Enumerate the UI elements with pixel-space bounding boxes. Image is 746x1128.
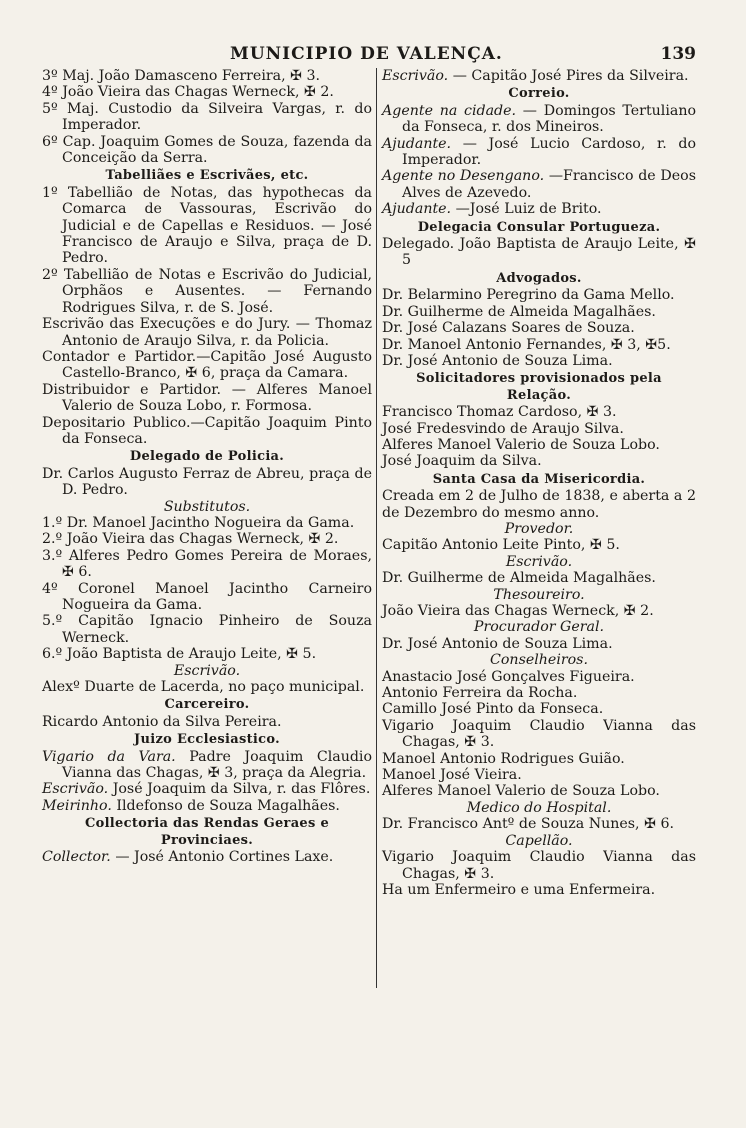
role-holder: José Joaquim da Silva, r. das Flôres. <box>112 781 371 798</box>
list-item <box>42 781 372 797</box>
role-holder: — José Antonio Cortines Laxe. <box>115 849 334 866</box>
list-item: Dr. José Antonio de Souza Lima. <box>382 635 613 652</box>
santa-casa-intro: Creada em 2 de Julho de 1838, e aberta a 2 de Dezembro do mesmo anno. <box>382 488 696 521</box>
list-item: Antonio Ferreira da Rocha. <box>382 685 578 702</box>
list-item: 1º Tabellião de Notas, das hypothecas da Comarca de Vassouras, Escrivão do Judicial e de Capellas e Residuos. — José Francisco de Araujo e Silva, praça de D. Pedro. <box>42 184 372 267</box>
role-label: Ajudante. <box>382 135 452 152</box>
section-heading: Solicitadores provisionados pela Relação. <box>416 371 662 403</box>
role-label: Collector. <box>42 849 111 866</box>
list-item: José Joaquim da Silva. <box>382 453 542 470</box>
list-item: Delegado. João Baptista de Araujo Leite, ✠ 5 <box>382 236 696 269</box>
list-item: 6.º João Baptista de Araujo Leite, ✠ 5. <box>42 646 317 663</box>
role-label: Agente no Desengano. <box>382 168 545 185</box>
subsection-heading: Medico do Hospital. <box>466 799 612 816</box>
list-item: Manoel Antonio Rodrigues Guião. <box>382 750 625 767</box>
page-number: 139 <box>660 44 696 64</box>
role-label: Escrivão. <box>382 68 449 84</box>
list-item: Depositario Publico.—Capitão Joaquim Pinto da Fonseca. <box>42 414 372 447</box>
role-label: Ajudante. <box>382 201 452 218</box>
subsection-heading: Escrivão. <box>173 662 241 679</box>
subsection-heading: Thesoureiro. <box>493 586 585 603</box>
role-holder: Padre Joaquim Claudio Vianna das Chagas, ✠ 3, praça da Alegria. <box>62 748 372 782</box>
subsection-heading: Conselheiros. <box>490 652 588 669</box>
list-item: José Fredesvindo de Araujo Silva. <box>382 420 624 437</box>
list-item: Dr. Belarmino Peregrino da Gama Mello. <box>382 287 675 304</box>
list-item: Dr. José Antonio de Souza Lima. <box>382 352 613 369</box>
list-item <box>382 168 696 201</box>
section-heading: Correio. <box>508 86 570 102</box>
list-item: Contador e Partidor.—Capitão José Augusto Castello-Branco, ✠ 6, praça da Camara. <box>42 348 372 382</box>
role-holder: — José Lucio Cardoso, r. do Imperador. <box>402 135 696 169</box>
list-item: Vigario Joaquim Claudio Vianna das Chagas, ✠ 3. <box>382 849 696 882</box>
section-heading: Collectoria das Rendas Geraes e Provinciaes. <box>84 816 330 848</box>
page-title: MUNICIPIO DE VALENÇA. <box>230 44 503 64</box>
section-heading: Santa Casa da Misericordia. <box>432 471 646 487</box>
list-item: 5.º Capitão Ignacio Pinheiro de Souza Werneck. <box>42 613 372 646</box>
list-item: Dr. Manoel Antonio Fernandes, ✠ 3, ✠5. <box>382 336 671 353</box>
list-item: Alexº Duarte de Lacerda, no paço municipal. <box>42 679 365 696</box>
role-holder: — Capitão José Pires da Silveira. <box>452 68 689 84</box>
list-item: 2.º João Vieira das Chagas Werneck, ✠ 2. <box>42 531 339 548</box>
list-item: Ricardo Antonio da Silva Pereira. <box>42 713 282 730</box>
role-label: Vigario da Vara. <box>42 748 176 765</box>
list-item: Alferes Manoel Valerio de Souza Lobo. <box>382 783 660 800</box>
list-item <box>382 136 696 169</box>
list-item: Dr. José Calazans Soares de Souza. <box>382 320 635 337</box>
list-item: Dr. Guilherme de Almeida Magalhães. <box>382 570 656 587</box>
list-item <box>42 849 372 865</box>
list-item <box>42 749 372 782</box>
list-item: 4º João Vieira das Chagas Werneck, ✠ 2. <box>42 84 334 101</box>
list-item: 5º Maj. Custodio da Silveira Vargas, r. do Imperador. <box>42 100 372 134</box>
subsection-heading: Substitutos. <box>163 498 251 515</box>
list-item: Vigario Joaquim Claudio Vianna das Chagas, ✠ 3. <box>382 717 696 751</box>
list-item <box>382 68 696 84</box>
section-heading: Delegado de Policia. <box>129 449 285 465</box>
role-holder: — Domingos Tertuliano da Fonseca, r. dos Mineiros. <box>402 102 696 136</box>
subsection-heading: Procurador Geral. <box>473 619 605 636</box>
section-heading: Juizo Ecclesiastico. <box>134 732 280 748</box>
closing-note: Ha um Enfermeiro e uma Enfermeira. <box>382 881 656 898</box>
role-label: Agente na cidade. <box>382 102 517 119</box>
list-item <box>382 103 696 136</box>
list-item: Alferes Manoel Valerio de Souza Lobo. <box>382 436 660 453</box>
section-heading: Delegacia Consular Portugueza. <box>417 219 661 235</box>
role-label: Meirinho. <box>42 797 112 814</box>
list-item: 1.º Dr. Manoel Jacintho Nogueira da Gama. <box>42 514 355 531</box>
list-item: Anastacio José Gonçalves Figueira. <box>382 668 635 685</box>
list-item <box>42 798 372 814</box>
list-item: 4º Coronel Manoel Jacintho Carneiro Nogueira da Gama. <box>42 580 372 613</box>
list-item: Escrivão das Execuções e do Jury. — Thomaz Antonio de Araujo Silva, r. da Policia. <box>42 316 372 349</box>
list-item: Distribuidor e Partidor. — Alferes Manoel Valerio de Souza Lobo, r. Formosa. <box>42 381 372 415</box>
list-item: 6º Cap. Joaquim Gomes de Souza, fazenda da Conceição da Serra. <box>42 133 372 167</box>
role-label: Escrivão. <box>42 781 109 798</box>
list-item: Dr. Carlos Augusto Ferraz de Abreu, praça de D. Pedro. <box>42 465 372 499</box>
section-heading: Carcereiro. <box>164 697 250 713</box>
page-header <box>0 44 746 66</box>
list-item: Capitão Antonio Leite Pinto, ✠ 5. <box>382 537 620 554</box>
section-heading: Advogados. <box>496 270 582 286</box>
role-holder: Ildefonso de Souza Magalhães. <box>116 797 340 814</box>
list-item: Francisco Thomaz Cardoso, ✠ 3. <box>382 404 617 421</box>
subsection-heading: Escrivão. <box>505 553 573 570</box>
subsection-heading: Provedor. <box>504 520 574 537</box>
list-item: Dr. Francisco Antº de Souza Nunes, ✠ 6. <box>382 816 675 833</box>
role-holder: —Francisco de Deos Alves de Azevedo. <box>402 168 696 201</box>
role-holder: —José Luiz de Brito. <box>455 201 602 218</box>
left-column <box>42 68 372 866</box>
column-divider <box>376 68 377 988</box>
list-item: Camillo José Pinto da Fonseca. <box>382 701 604 718</box>
subsection-heading: Capellão. <box>505 832 573 849</box>
section-heading: Tabelliães e Escrivães, etc. <box>105 168 309 184</box>
list-item: João Vieira das Chagas Werneck, ✠ 2. <box>382 603 654 619</box>
list-item: 3º Maj. João Damasceno Ferreira, ✠ 3. <box>42 68 321 84</box>
list-item: Manoel José Vieira. <box>382 767 522 784</box>
list-item: 3.º Alferes Pedro Gomes Pereira de Moraes, ✠ 6. <box>42 547 372 581</box>
right-column <box>382 68 696 898</box>
list-item: Dr. Guilherme de Almeida Magalhães. <box>382 303 656 320</box>
list-item <box>382 201 696 217</box>
list-item: 2º Tabellião de Notas e Escrivão do Judicial, Orphãos e Ausentes. — Fernando Rodrigues Silva, r. de S. José. <box>42 266 372 316</box>
